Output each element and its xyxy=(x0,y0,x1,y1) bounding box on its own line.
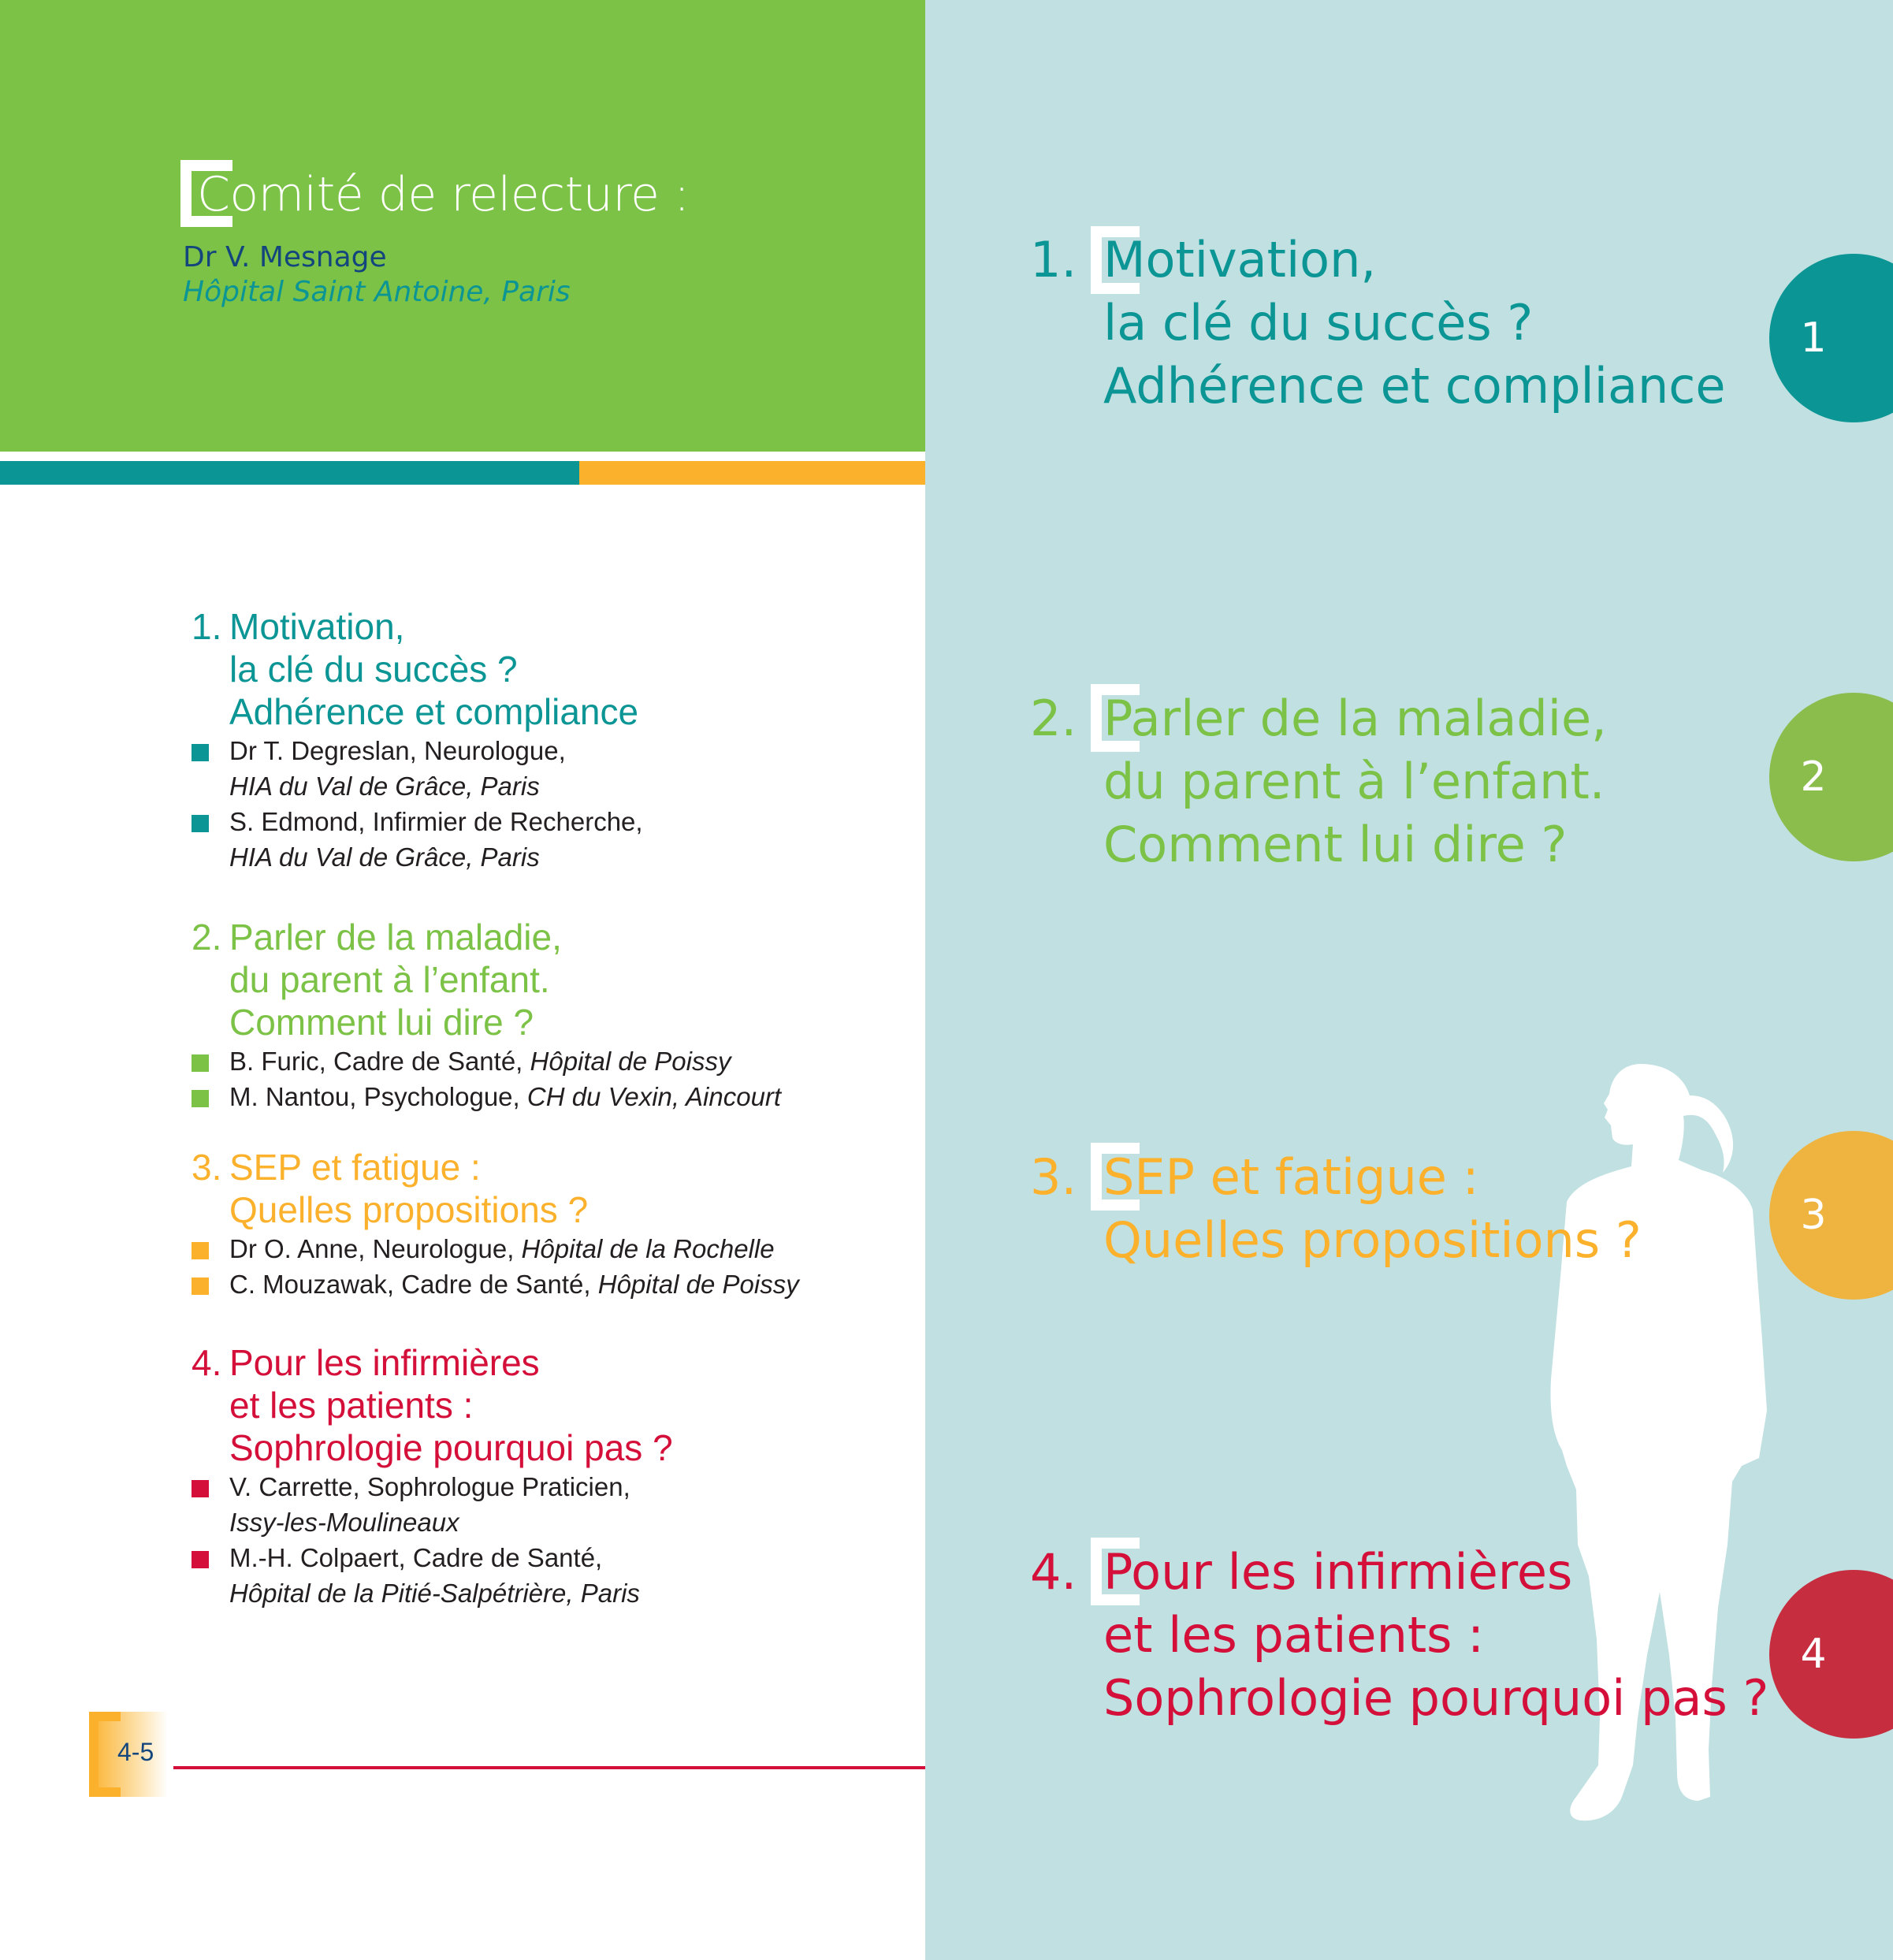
reviewer-hospital: Hôpital Saint Antoine, Paris xyxy=(183,276,571,308)
author-name: Dr T. Degreslan, Neurologue, xyxy=(229,736,566,765)
page-number: 4-5 xyxy=(117,1738,154,1766)
chapter-title-line: la clé du succès ? xyxy=(1103,294,1534,351)
author-name: M. Nantou, Psychologue, xyxy=(229,1082,527,1111)
toc-section-number: 1. xyxy=(192,606,222,647)
square-bullet-icon xyxy=(192,1551,209,1568)
chapter-badge-number: 1 xyxy=(1800,314,1827,362)
chapter-title-line: Sophrologie pourquoi pas ? xyxy=(1103,1669,1769,1727)
chapter-number: 2. xyxy=(1030,690,1077,747)
chapter-title-line: Comment lui dire ? xyxy=(1103,816,1568,873)
chapter-title-line: Adhérence et compliance xyxy=(1103,357,1726,415)
toc-title-line: du parent à l’enfant. xyxy=(229,959,550,1000)
author-name: V. Carrette, Sophrologue Praticien, xyxy=(229,1472,630,1501)
author-affiliation: Hôpital de Poissy xyxy=(597,1270,799,1299)
square-bullet-icon xyxy=(192,744,209,761)
toc-title-line: et les patients : xyxy=(229,1385,474,1426)
toc-section-title[interactable] xyxy=(192,1341,901,1469)
author-affiliation: HIA du Val de Grâce, Paris xyxy=(229,842,540,872)
author-name: C. Mouzawak, Cadre de Santé, xyxy=(229,1270,598,1299)
toc-section-title[interactable] xyxy=(192,1146,901,1231)
chapter-title-line: Quelles propositions ? xyxy=(1103,1211,1642,1269)
page-number-bracket-decoration xyxy=(89,1712,121,1797)
chapter-badge-number: 3 xyxy=(1800,1192,1827,1239)
toc-author xyxy=(192,804,901,875)
chapter-title-4[interactable] xyxy=(1030,1541,1813,1730)
author-affiliation: Hôpital de Poissy xyxy=(530,1047,731,1076)
chapter-title-line: Motivation, xyxy=(1103,231,1377,288)
green-header-block xyxy=(0,0,925,452)
teal-stripe xyxy=(0,461,579,485)
author-name: B. Furic, Cadre de Santé, xyxy=(229,1047,530,1076)
author-name: Dr O. Anne, Neurologue, xyxy=(229,1234,522,1263)
author-affiliation: Hôpital de la Rochelle xyxy=(521,1234,775,1263)
toc-author xyxy=(192,1043,901,1079)
toc-author xyxy=(192,733,901,804)
author-name: S. Edmond, Infirmier de Recherche, xyxy=(229,807,643,836)
chapter-title-line: et les patients : xyxy=(1103,1606,1485,1664)
chapter-badge-number: 4 xyxy=(1800,1631,1827,1678)
toc-author xyxy=(192,1469,901,1540)
orange-stripe xyxy=(579,461,925,485)
toc-title-line: la clé du succès ? xyxy=(229,649,518,690)
author-name: M.-H. Colpaert, Cadre de Santé, xyxy=(229,1543,603,1572)
chapter-title-line: du parent à l’enfant. xyxy=(1103,753,1605,810)
toc-title-line: Sophrologie pourquoi pas ? xyxy=(229,1427,673,1468)
toc-section-title[interactable] xyxy=(192,916,901,1043)
toc-author xyxy=(192,1231,901,1266)
toc-author xyxy=(192,1540,901,1611)
chapter-number: 4. xyxy=(1030,1543,1077,1601)
committee-title: Comité de relecture : xyxy=(197,167,690,222)
chapter-title-2[interactable] xyxy=(1030,687,1813,876)
toc-author xyxy=(192,1079,901,1114)
square-bullet-icon xyxy=(192,815,209,832)
footer-rule xyxy=(173,1766,925,1769)
author-affiliation: CH du Vexin, Aincourt xyxy=(526,1082,782,1111)
toc-section-2 xyxy=(192,916,901,1114)
author-affiliation: HIA du Val de Grâce, Paris xyxy=(229,772,540,801)
chapter-number: 3. xyxy=(1030,1148,1077,1206)
chapter-number: 1. xyxy=(1030,231,1077,288)
square-bullet-icon xyxy=(192,1480,209,1497)
toc-title-line: Motivation, xyxy=(229,606,405,647)
toc-title-line: SEP et fatigue : xyxy=(229,1147,481,1188)
chapter-title-3[interactable] xyxy=(1030,1146,1813,1272)
author-affiliation: Issy-les-Moulineaux xyxy=(229,1508,459,1537)
chapter-title-line: SEP et fatigue : xyxy=(1103,1148,1479,1206)
chapter-badge-number: 2 xyxy=(1800,753,1827,801)
toc-section-3 xyxy=(192,1146,901,1302)
toc-title-line: Quelles propositions ? xyxy=(229,1189,589,1230)
square-bullet-icon xyxy=(192,1090,209,1107)
toc-section-title[interactable] xyxy=(192,605,901,733)
chapter-title-line: Parler de la maladie, xyxy=(1103,690,1607,747)
toc-title-line: Pour les infirmières xyxy=(229,1342,540,1383)
toc-title-line: Parler de la maladie, xyxy=(229,917,562,958)
toc-section-4 xyxy=(192,1341,901,1611)
author-affiliation: Hôpital de la Pitié-Salpétrière, Paris xyxy=(229,1579,640,1608)
chapter-title-line: Pour les infirmières xyxy=(1103,1543,1573,1601)
toc-title-line: Adhérence et compliance xyxy=(229,691,639,732)
toc-section-number: 2. xyxy=(192,917,222,958)
square-bullet-icon xyxy=(192,1278,209,1295)
reviewer-name: Dr V. Mesnage xyxy=(183,241,387,273)
toc-section-number: 4. xyxy=(192,1342,222,1383)
toc-title-line: Comment lui dire ? xyxy=(229,1002,534,1043)
toc-author xyxy=(192,1266,901,1302)
chapter-title-1[interactable] xyxy=(1030,229,1813,418)
square-bullet-icon xyxy=(192,1054,209,1072)
square-bullet-icon xyxy=(192,1242,209,1259)
toc-section-1 xyxy=(192,605,901,875)
toc-section-number: 3. xyxy=(192,1147,222,1188)
